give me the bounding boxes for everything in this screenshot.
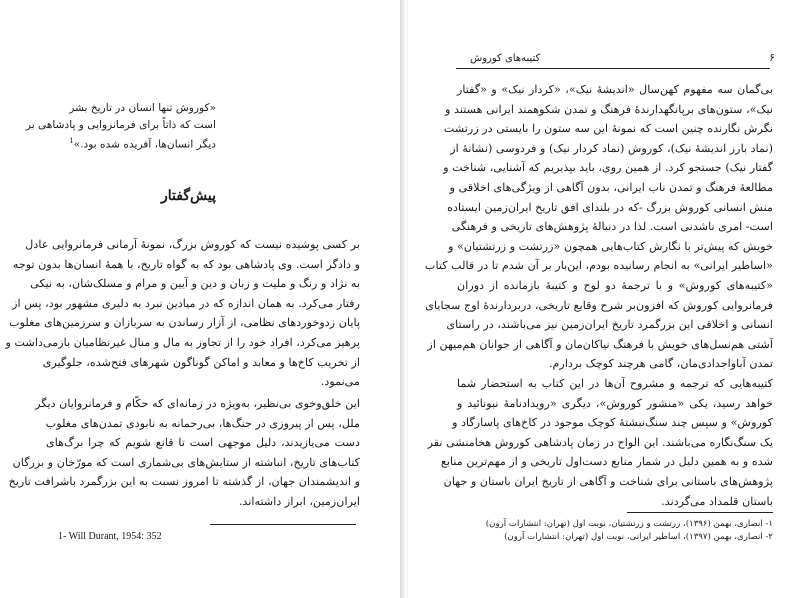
text-line: است- امری ناشدنی است. لذا در دنبالهٔ پژوهش‌های تاریخی و فرهنگی: [451, 220, 773, 234]
text-line: «اساطیر ایرانی» به انجام رسانیده بودم، این‌بار بر آن شدم تا در قالب کتاب: [424, 259, 773, 273]
footnote-rule: [627, 512, 773, 513]
text-line: بی‌گمان سه مفهوم کهن‌سال «اندیشهٔ نیک»، «کردار نیک» و «گفتار: [457, 83, 773, 96]
text-line: پایان زدوخوردهای نظامی، از آزار رساندن به سربازان و سرزمین‌های مغلوب: [9, 316, 360, 330]
running-title: کتیبه‌های کوروش: [470, 53, 541, 64]
text-line: دست می‌یازیدند، دلیل موجهی است تا قانع شویم که چرا برگ‌های: [46, 436, 360, 450]
right-page: [408, 0, 803, 598]
text-line: کتاب‌های تاریخ، انباشته از ستایش‌های بی‌شماری است که مورّخان و بزرگان: [12, 455, 360, 469]
text-line: از تخریب کاخ‌ها و معابد و اماکن گوناگون شهرهای فتح‌شده، جلوگیری: [42, 355, 360, 369]
page-number: ۶: [769, 51, 775, 64]
text-line: رفتار می‌کرد. به همان اندازه که در میادین نبرد به دلیری مشهور بود، پس از: [12, 296, 360, 310]
footnote-marker: 1: [69, 137, 74, 146]
text-line: نیک»، ستون‌های برپانگهدارندهٔ فرهنگ و تمدن شکوهمند ایرانی هستند و: [445, 102, 773, 116]
epigraph-line: [16, 133, 216, 153]
footnote: ۲- انصاری، بهمن (۱۳۹۷)، اساطیر ایرانی، نوبت اول (تهران: انتشارات آرون): [504, 532, 773, 542]
right-paragraph-2: [427, 374, 773, 511]
text-line: کوروش» و سپس چند سنگ‌نبشتهٔ کوچک موجود در کاخ‌های پاسارگاد و: [452, 416, 773, 430]
text-line: این خلق‌وخوی بی‌نظیر، به‌ویژه در زمانه‌ای که حکّام و فرمانروایان دیگر: [35, 397, 360, 410]
text-line: پرهیز می‌کرد، افراد خود را از تجاوز به مال و منال غیرنظامیان بازمی‌داشت و: [5, 335, 360, 349]
text-line: خواهد رسید، یکی «منشور کوروش»، دیگری «رویدادنامهٔ نبونائید و: [457, 396, 773, 410]
text-line: پژوهش‌های باستانی برای شناخت و آگاهی از تاریخ ایران باستان و جهان: [443, 474, 773, 488]
text-line: فرمانروایی کوروش که افزون‌بر شرح وقایع تاریخی، دربردارندهٔ اوج سجایای: [425, 298, 773, 312]
text-line: آشتی هم‌نسل‌های خویش با فرهنگ نیاکان‌مان و آگاهی از جوانان هم‌میهن از: [427, 337, 773, 351]
text-line: می‌نمود.: [320, 375, 360, 389]
footnote: 1- Will Durant, 1954: 352: [58, 531, 162, 542]
text-line: خویش که پیش‌تر با نگارش کتاب‌هایی همچون «زرتشت و زرتشتیان» و: [448, 239, 773, 253]
footnote: ۱- انصاری، بهمن (۱۳۹۶)، زرتشت و زرتشتیان، نوبت اول (تهران: انتشارات آرون): [485, 519, 773, 529]
text-line: و اندیشمندان جهان، از گذشته تا امروز نسبت به این بزرگمرد باشرافت تاریخ: [8, 475, 360, 489]
text-line: (نماد بارز اندیشهٔ نیک)، کوروش (نماد کردار نیک) و فردوسی (نشانهٔ از: [450, 141, 773, 155]
footnote-rule: [210, 524, 356, 525]
text-line: شده و به همین دلیل در شمار منابع دست‌اول تاریخی و از مهم‌ترین منابع: [440, 455, 773, 469]
section-heading: پیش‌گفتار: [161, 188, 216, 204]
epigraph-line: «کوروش تنها انسان در تاریخ بشر: [69, 102, 216, 114]
text-line: انسانی و اخلاقی این بزرگمرد تاریخ ایران‌زمین نیز می‌باشند، در راستای: [446, 318, 773, 332]
text-line: کتیبه‌هایی که ترجمه و مشروح آن‌ها در این کتاب به استحضار شما: [457, 377, 773, 390]
epigraph: [16, 100, 216, 153]
text-line: ایران‌زمین، ابراز داشته‌اند.: [238, 494, 360, 508]
left-paragraph-2: [8, 394, 360, 512]
left-paragraph-1: [5, 235, 360, 392]
text-line: مطالعهٔ فرهنگ و تمدن ناب ایرانی، بدون آگاهی از ویژگی‌های اخلاقی و: [449, 180, 773, 194]
epigraph-text: دیگر انسان‌ها، آفریده شده بود.»: [73, 138, 216, 151]
text-line: تمدن آباواجدادی‌مان، گامی هرچند کوچک بردارم.: [548, 357, 773, 371]
text-line: یک سنگ‌نگاره می‌باشند. این الواح در زمان پادشاهی کوروش هخامنشی نقر: [427, 435, 773, 449]
right-paragraph-1: [424, 80, 773, 374]
text-line: منش انسانی کوروش بزرگ -که در بلندای افق تاریخ ایران‌زمین ایستاده: [447, 200, 773, 214]
text-line: «کتیبه‌های کوروش» و با ترجمهٔ دو لوح و کتیبهٔ بازمانده از دوران: [457, 278, 773, 292]
text-line: نگرش نگارنده چنین است که نمونهٔ این سه ستون را بایستی در زرتشت: [443, 122, 773, 136]
text-line: ملل، پس از پیروزی در جنگ‌ها، بی‌رحمانه به نابودی تمدن‌های مغلوب: [45, 416, 360, 430]
text-line: و دادگر است. وی پادشاهی بود که به گواه تاریخ، با همهٔ انسان‌ها بدون توجه: [12, 257, 360, 271]
text-line: به نژاد و رنگ و ملیت و زبان و دین و آیین و مرام و مسلک‌شان، به نیکی: [30, 277, 360, 291]
text-line: بر کسی پوشیده نیست که کوروش بزرگ، نمونهٔ آرمانی فرمانروایی عادل: [25, 238, 360, 251]
epigraph-line: است که ذاتاً برای فرمانروایی و پادشاهی بر: [25, 118, 216, 131]
header-rule: [456, 68, 770, 69]
text-line: گفتار نیک) جستجو کرد. از همین روی، باید بپذیریم که آشنایی، شناخت و: [443, 161, 773, 175]
text-line: باستان قلمداد می‌گردند.: [661, 494, 773, 508]
